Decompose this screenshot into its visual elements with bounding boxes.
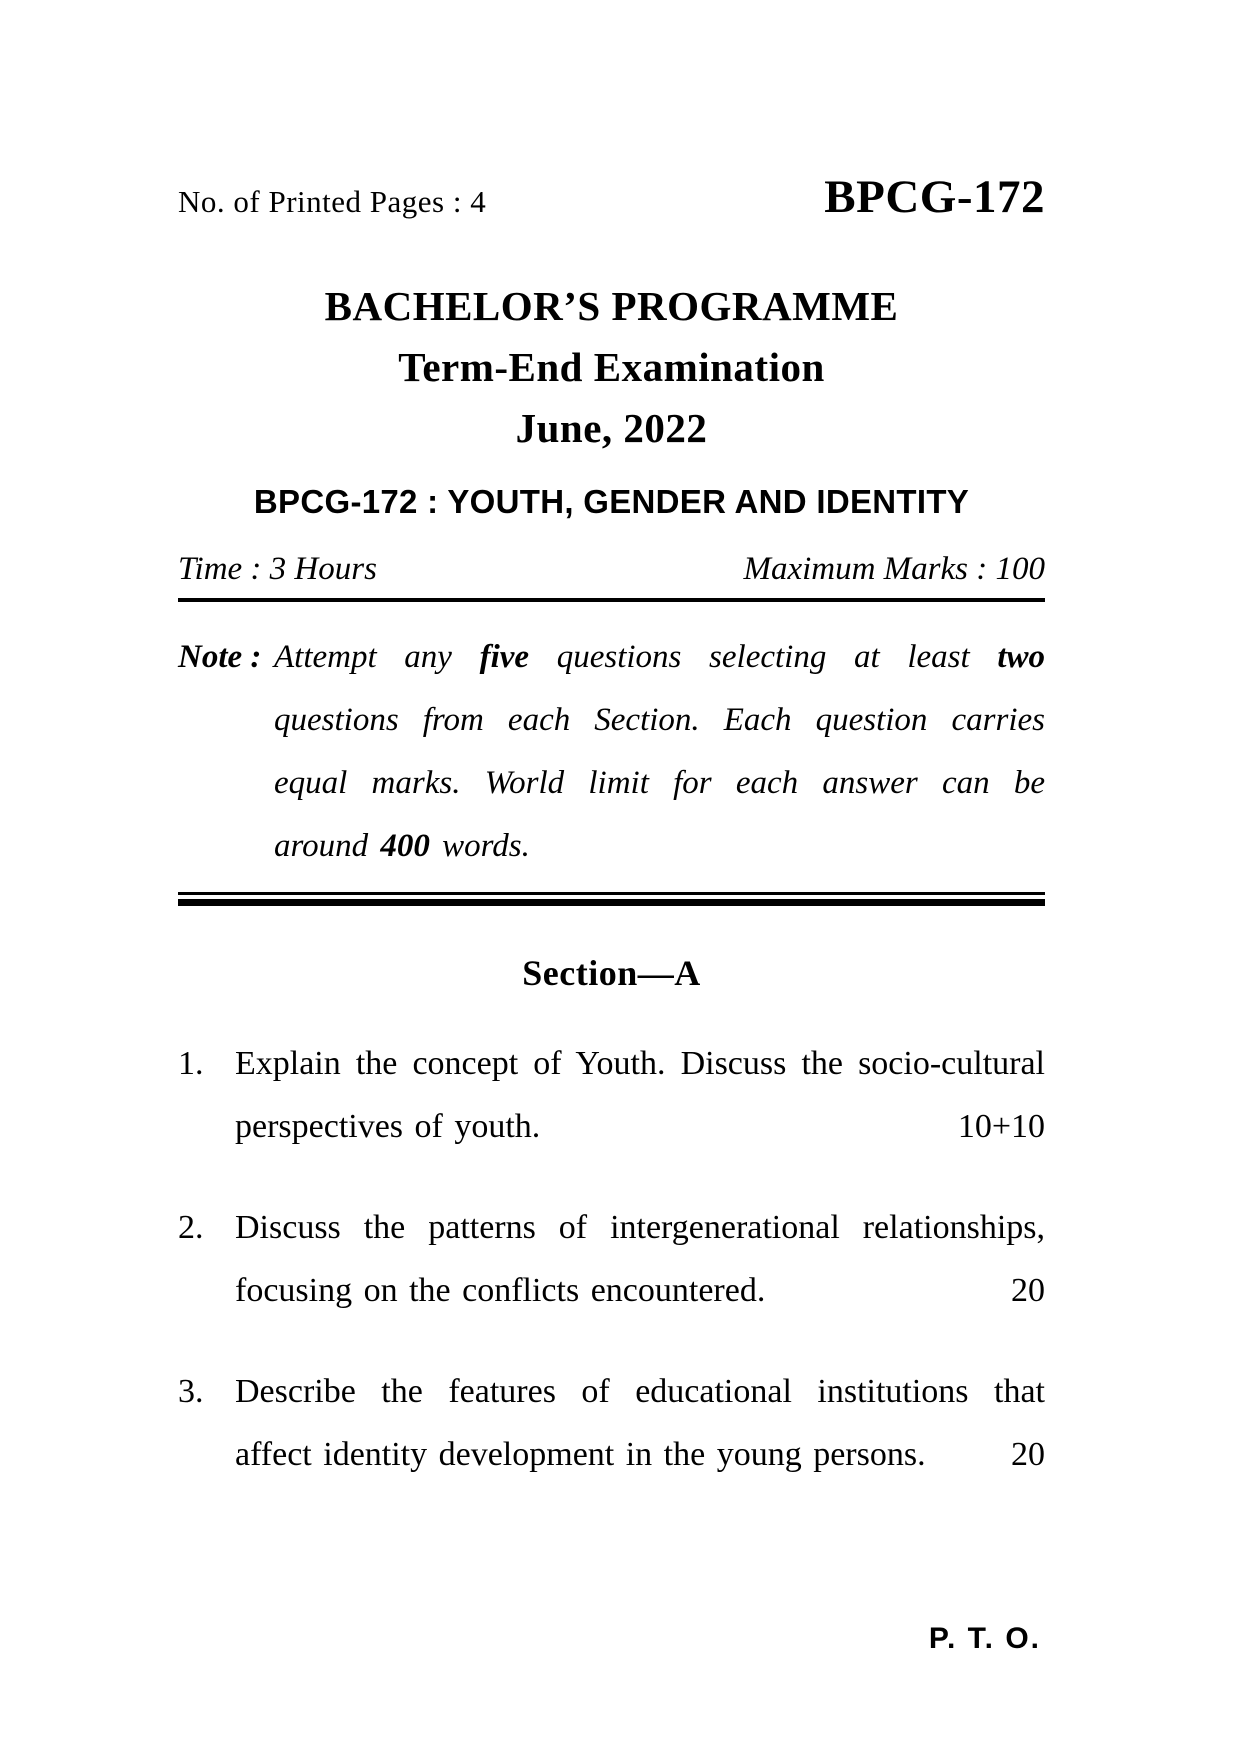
question-2 [178,1196,1045,1322]
note-seg7: words. [429,828,530,864]
section-a-heading: Section—A [522,953,701,993]
course-title: BPCG-172 : YOUTH, GENDER AND IDENTITY [253,483,970,520]
double-rule-divider [178,892,1045,906]
question-3-marks: 20 [1011,1436,1045,1473]
note-block [178,626,1045,878]
page-header [178,170,1045,224]
note-seg3: questions selecting at least [529,639,998,675]
question-3 [178,1360,1045,1486]
question-3-body [235,1360,1045,1486]
exam-date: June, 2022 [515,405,708,451]
note-seg4-bold: two [997,639,1045,675]
question-1-text: Explain the concept of Youth. Discuss the socio-cultural perspectives of youth. [235,1045,1045,1145]
question-1-number: 1. [178,1045,204,1082]
exam-title: Term-End Examination [398,344,825,390]
note-text [274,626,1045,878]
question-3-text: Describe the features of educational institutions that affect identity development in the young persons. [235,1373,1045,1473]
note-seg1: Attempt any [274,639,480,675]
question-1-marks: 10+10 [957,1108,1045,1145]
title-block [178,276,1045,459]
question-1-body [235,1032,1045,1158]
exam-meta [178,551,1045,588]
question-3-number: 3. [178,1373,204,1410]
question-2-body [235,1196,1045,1322]
question-2-number: 2. [178,1209,204,1246]
question-2-marks: 20 [1011,1272,1045,1309]
note-seg2-bold: five [479,639,530,675]
note-seg6-bold: 400 [380,828,430,864]
printed-pages-label: No. of Printed Pages : 4 [178,184,487,219]
note-label: Note : [178,639,262,675]
single-rule-divider [178,598,1045,602]
maximum-marks: Maximum Marks : 100 [743,551,1045,587]
paper-code: BPCG-172 [824,171,1045,223]
pto-footer: P. T. O. [928,1622,1041,1655]
note-seg5: questions from each Section. Each question carries equal marks. World limit for each answer can be around [274,702,1045,864]
question-2-text: Discuss the patterns of intergenerational relationships, focusing on the conflicts encountered. [235,1209,1045,1309]
question-1 [178,1032,1045,1158]
time-allowed: Time : 3 Hours [178,551,377,587]
programme-title: BACHELOR’S PROGRAMME [324,283,899,329]
